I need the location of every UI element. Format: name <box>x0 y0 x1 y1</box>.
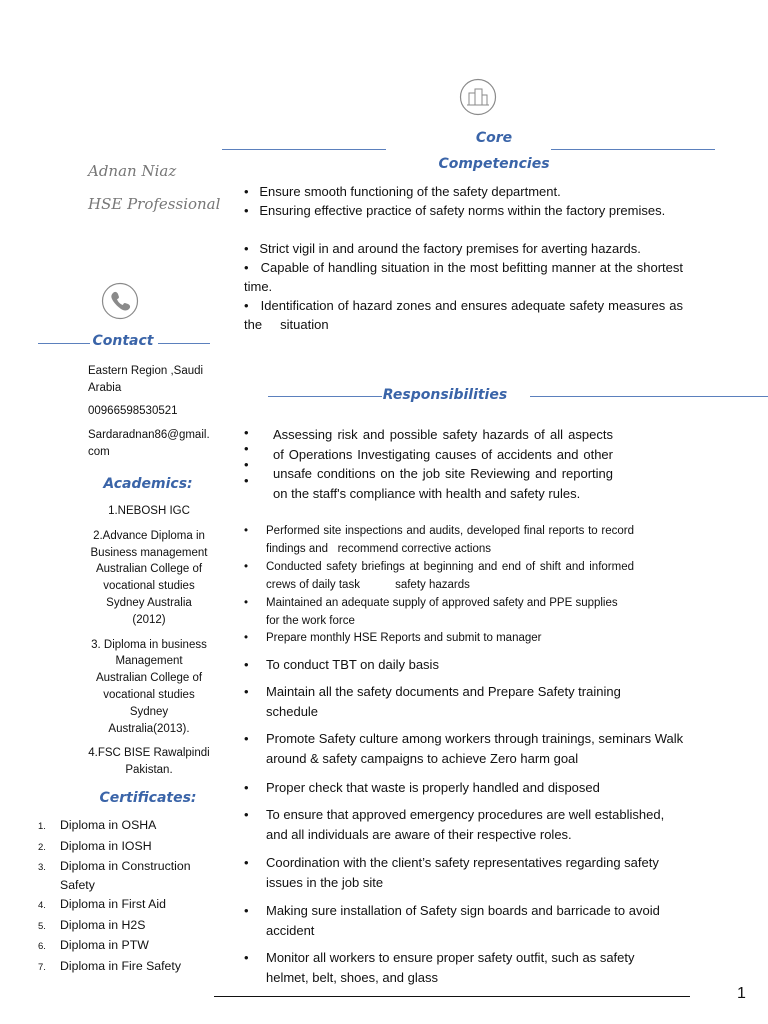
contact-heading: Contact <box>92 333 154 349</box>
responsibility-text: Prepare monthly HSE Reports and submit to manager <box>266 632 542 644</box>
profile-title: HSE Professional <box>88 195 221 213</box>
certificate-number: 4. <box>38 899 46 911</box>
academic-line: 2.Advance Diploma in <box>93 529 205 542</box>
responsibility-text: Making sure installation of Safety sign boards and barricade to avoid accident <box>266 903 660 938</box>
academic-item <box>84 503 214 520</box>
responsibility-item <box>244 559 634 594</box>
academic-item <box>84 637 214 738</box>
responsibility-item <box>244 523 634 558</box>
responsibility-item <box>244 948 684 987</box>
page-number: 1 <box>737 985 746 1002</box>
certificate-item <box>38 837 218 858</box>
bullet: • <box>244 807 249 822</box>
responsibility-item <box>244 901 684 940</box>
responsibility-text: Coordination with the client’s safety representatives regarding safety issues in the job site <box>266 855 659 890</box>
certificate-text: Diploma in PTW <box>60 938 149 953</box>
certificate-item <box>38 916 218 937</box>
responsibility-text: Promote Safety culture among workers through trainings, seminars Walk around & safety campaigns to achieve Zero harm goal <box>266 731 684 766</box>
bullet: • <box>244 780 249 795</box>
academic-line: Sydney Australia <box>106 596 192 609</box>
divider <box>268 396 382 397</box>
divider <box>530 396 768 397</box>
certificate-text: Diploma in First Aid <box>60 896 166 911</box>
bullet: • <box>244 657 249 672</box>
divider <box>551 149 715 150</box>
responsibility-item <box>244 853 684 892</box>
bullet: • <box>244 561 249 573</box>
bullet: • <box>244 950 249 965</box>
responsibility-item <box>244 595 634 630</box>
footer-line <box>214 996 690 997</box>
responsibility-item <box>244 805 684 844</box>
certificate-item <box>38 936 218 957</box>
certificate-item <box>38 895 218 916</box>
academic-line: 1.NEBOSH IGC <box>108 505 190 517</box>
competencies-heading: Competencies <box>438 156 550 172</box>
bullet: • <box>244 597 249 609</box>
certificate-text: Diploma in IOSH <box>60 838 152 853</box>
competency-item: • Ensure smooth functioning of the safety department. <box>244 184 561 199</box>
responsibilities-heading: Responsibilities <box>382 387 508 403</box>
email-line: Sardaradnan86@gmail. <box>88 429 210 441</box>
certificate-text: Diploma in H2S <box>60 917 146 932</box>
contact-email[interactable] <box>88 427 218 461</box>
bullet: • <box>244 731 249 746</box>
academic-item <box>84 745 214 779</box>
academic-line: Australia(2013). <box>108 722 190 735</box>
bullet: • <box>244 903 249 918</box>
academics-list <box>84 503 214 779</box>
academic-line: Sydney <box>129 705 169 718</box>
certificate-text: Diploma in Construction Safety <box>60 859 191 893</box>
competency-item: • Identification of hazard zones and ensures adequate safety measures as the situation <box>244 298 683 333</box>
responsibility-item <box>244 630 634 648</box>
phone-icon <box>101 282 139 320</box>
certificate-number: 2. <box>38 841 46 853</box>
contact-phone[interactable]: 00966598530521 <box>88 405 178 417</box>
responsibility-text: Monitor all workers to ensure proper safety outfit, such as safety helmet, belt, shoes, and glass <box>266 950 635 985</box>
core-heading: Core <box>475 130 513 146</box>
academic-line: 3. Diploma in business <box>91 638 207 651</box>
academic-item <box>84 528 214 629</box>
responsibility-text: To ensure that approved emergency procedures are well established, and all individuals are aware of their respective roles. <box>266 807 665 842</box>
responsibility-item <box>244 729 684 768</box>
academic-line: vocational studies <box>103 688 195 701</box>
divider <box>158 343 210 344</box>
address-line: Eastern Region ,Saudi <box>88 365 204 377</box>
responsibility-text: Proper check that waste is properly handled and disposed <box>266 780 600 795</box>
responsibility-item <box>244 778 684 798</box>
profile-name: Adnan Niaz <box>88 162 177 180</box>
certificate-number: 1. <box>38 821 46 832</box>
certificate-number: 3. <box>38 862 46 874</box>
academic-line: Australian College of <box>95 672 203 685</box>
bullet: • <box>244 855 249 870</box>
certificates-list <box>38 816 218 978</box>
certificate-number: 6. <box>38 941 46 953</box>
competency-item: • Capable of handling situation in the most befitting manner at the shortest time. <box>244 260 683 295</box>
contact-address <box>88 363 213 397</box>
responsibility-text: Maintained an adequate supply of approved safety and PPE supplies for the work force <box>266 597 618 627</box>
bullet: • <box>244 684 249 699</box>
competency-item: • Strict vigil in and around the factory premises for averting hazards. <box>244 241 641 256</box>
certificate-item <box>38 816 218 837</box>
academics-heading: Academics: <box>103 476 193 492</box>
responsibility-item <box>244 682 684 721</box>
academic-line: Business management <box>90 546 208 559</box>
certificate-number: 5. <box>38 920 46 932</box>
responsibility-text: To conduct TBT on daily basis <box>266 657 439 672</box>
academic-line: (2012) <box>132 613 166 626</box>
competency-item: • Ensuring effective practice of safety norms within the factory premises. <box>244 203 666 218</box>
address-line: Arabia <box>88 382 122 394</box>
bullet: • <box>244 632 249 644</box>
bullet: • <box>244 525 249 537</box>
email-line: com <box>88 446 110 458</box>
divider <box>38 343 90 344</box>
responsibility-text: Maintain all the safety documents and Prepare Safety training schedule <box>266 684 621 719</box>
certificate-item <box>38 957 218 978</box>
bullet-stack: • • • • <box>244 425 249 488</box>
academic-line: Australian College of <box>95 563 203 576</box>
building-icon <box>459 78 497 116</box>
academic-line: vocational studies <box>103 580 195 593</box>
academic-line: Pakistan. <box>125 764 173 777</box>
academic-line: Management <box>115 655 183 668</box>
responsibility-block: Assessing risk and possible safety hazards of all aspects of Operations Investigating causes of accidents and other unsafe conditions on the job site Reviewing and reporting on the staff's compliance with health and safety rules. <box>273 427 613 501</box>
certificates-heading: Certificates: <box>99 790 197 806</box>
certificate-number: 7. <box>38 961 46 973</box>
certificate-item <box>38 857 218 894</box>
responsibility-item <box>244 655 684 675</box>
certificate-text: Diploma in OSHA <box>60 818 157 832</box>
responsibility-text: Performed site inspections and audits, developed final reports to record findings and recommend corrective actions <box>266 525 634 555</box>
responsibility-text: Conducted safety briefings at beginning and end of shift and informed crews of daily task safety hazards <box>266 561 634 591</box>
certificate-text: Diploma in Fire Safety <box>60 958 181 973</box>
academic-line: 4.FSC BISE Rawalpindi <box>88 747 210 760</box>
divider <box>222 149 386 150</box>
